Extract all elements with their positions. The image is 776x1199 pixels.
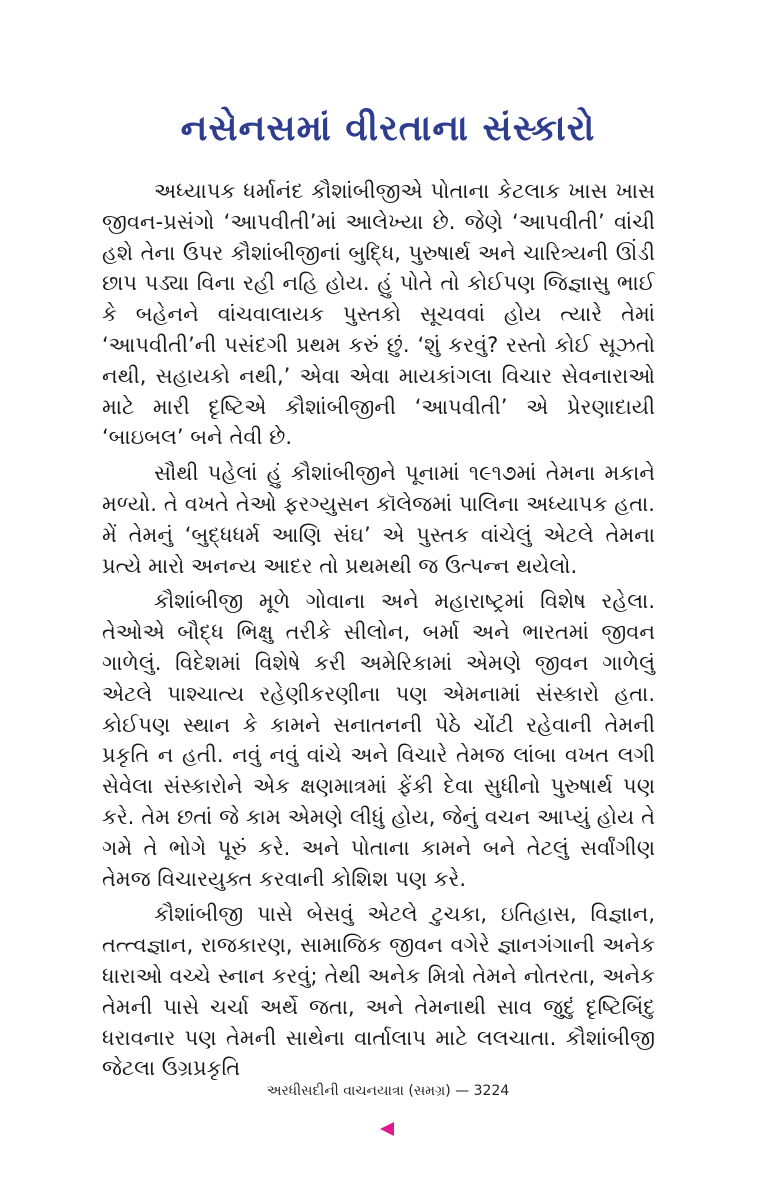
paragraph-1: અધ્યાપક ધર્માનંદ કૌશાંબીજીએ પોતાના કેટલાક ખાસ ખાસ જીવન-પ્રસંગો ‘આપવીતી’માં આલેખ્યા છે. જેણે ‘આપવીતી’ વાંચી હશે તેના ઉપર કૌશાંબીજીનાં બુદ્ધિ, પુરુષાર્થ અને ચારિત્ર્યની ઊંડી છાપ પડ્યા વિના રહી નહિ હોય. હું પોતે તો કોઈપણ જિજ્ઞાસુ ભાઈ કે બહેનને વાંચવાલાયક પુસ્તકો સૂચવવાં હોય ત્યારે તેમાં ‘આપવીતી’ની પસંદગી પ્રથમ કરું છું. ‘શું કરવું? રસ્તો કોઈ સૂઝતો નથી, સહાયકો નથી,’ એવા એવા માયકાંગલા વિચાર સેવનારાઓ માટે મારી દૃષ્ટિએ કૌશાંબીજીની ‘આપવીતી’ એ પ્રેરણાદાયી ‘બાઇબલ’ બને તેવી છે. bbox=[102, 179, 655, 450]
page-footer: અરધીસદીની વાચનયાત્રા (સમગ્ર) — 3224 bbox=[266, 1083, 510, 1099]
article-body bbox=[102, 176, 655, 1089]
paragraph-2: સૌથી પહેલાં હું કૌશાંબીજીને પૂનામાં ૧૯૧૭માં તેમના મકાને મળ્યો. તે વખતે તેઓ ફરગ્યુસન કૉલેજમાં પાલિના અધ્યાપક હતા. મેં તેમનું ‘બુદ્ધધર્મ આણિ સંઘ’ એ પુસ્તક વાંચેલું એટલે તેમના પ્રત્યે મારો અનન્ય આદર તો પ્રથમથી જ ઉત્પન્ન થયેલો. bbox=[102, 461, 655, 578]
page-title: નસેનસમાં વીરતાના સંસ્કારો bbox=[180, 108, 596, 149]
previous-page-arrow-icon[interactable] bbox=[380, 1122, 394, 1136]
paragraph-4: કૌશાંબીજી પાસે બેસવું એટલે ટુચકા, ઇતિહાસ, વિજ્ઞાન, તત્ત્વજ્ઞાન, રાજકારણ, સામાજિક જીવન વગેરે જ્ઞાનગંગાની અનેક ધારાઓ વચ્ચે સ્નાન કરવું; તેથી અનેક મિત્રો તેમને નોતરતા, અનેક તેમની પાસે ચર્ચા અર્થે જતા, અને તેમનાથી સાવ જુદું દૃષ્ટિબિંદુ ધરાવનાર પણ તેમની સાથેના વાર્તાલાપ માટે લલચાતા. કૌશાંબીજી જેટલા ઉગ્રપ્રકૃતિ bbox=[102, 902, 655, 1081]
paragraph-3: કૌશાંબીજી મૂળે ગોવાના અને મહારાષ્ટ્રમાં વિશેષ રહેલા. તેઓએ બૌદ્ધ ભિક્ષુ તરીકે સીલોન, બર્મા અને ભારતમાં જીવન ગાળેલું. વિદેશમાં વિશેષે કરી અમેરિકામાં એમણે જીવન ગાળેલું એટલે પાશ્ચાત્ય રહેણીકરણીના પણ એમનામાં સંસ્કારો હતા. કોઈપણ સ્થાન કે કામને સનાતનની પેઠે ચોંટી રહેવાની તેમની પ્રકૃતિ ન હતી. નવું નવું વાંચે અને વિચારે તેમજ લાંબા વખત લગી સેવેલા સંસ્કારોને એક ક્ષણમાત્રમાં ફેંકી દેવા સુધીનો પુરુષાર્થ પણ કરે. તેમ છતાં જે કામ એમણે લીધું હોય, જેનું વચન આપ્યું હોય તે ગમે તે ભોગે પૂરું કરે. અને પોતાના કામને બને તેટલું સર્વાંગીણ તેમજ વિચારયુક્ત કરવાની કોશિશ પણ કરે. bbox=[102, 589, 655, 891]
